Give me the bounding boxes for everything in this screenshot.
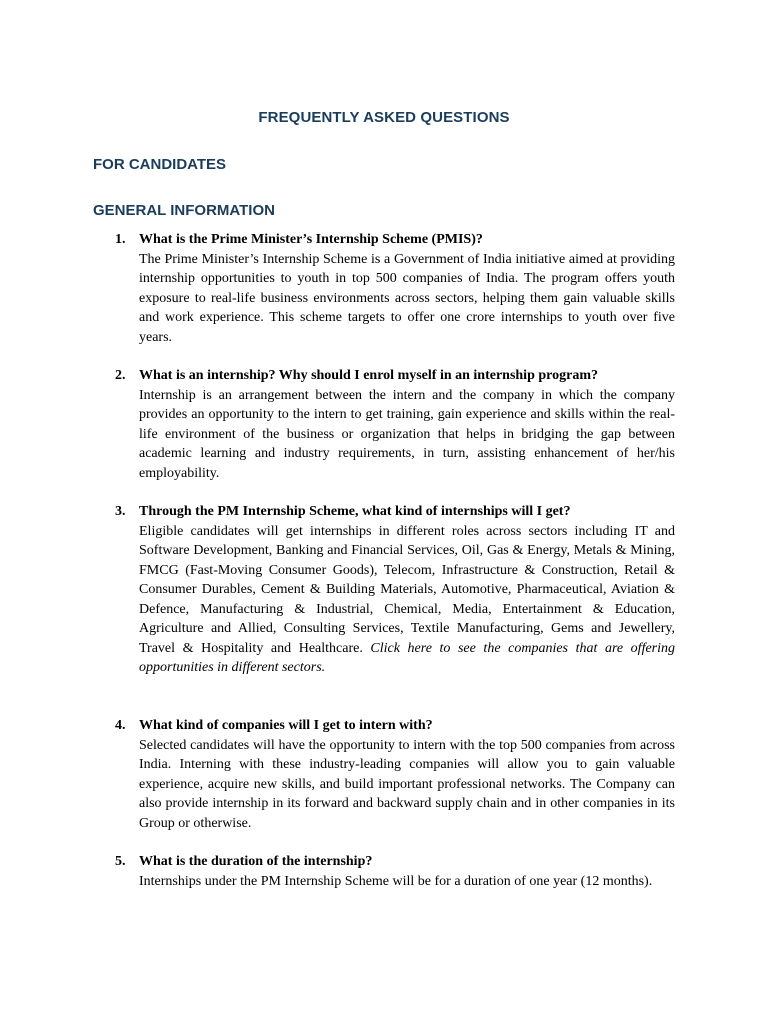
page-title: FREQUENTLY ASKED QUESTIONS [258,109,510,126]
faq-number: 3. [115,504,126,519]
faq-number: 5. [115,854,126,869]
faq-answer: Selected candidates will have the opportunity to intern with the top 500 companies from across India. Interning with these industry-leading companies will allow you to gain valuable experience, acquire new skills, and build important professional networks. The Company can also provide internship in its forward and backward supply chain and in other companies in its Group or otherwise. [139,737,675,831]
faq-item-5 [115,852,675,891]
faq-item-3 [115,502,675,678]
faq-item-4 [115,716,675,833]
faq-question: What is the duration of the internship? [139,854,373,869]
faq-question: What is an internship? Why should I enrol myself in an internship program? [139,368,598,383]
faq-item-1 [115,230,675,347]
companies-link[interactable]: Click here to see the companies that are offering opportunities in different sectors. [139,640,676,675]
subsection-heading: GENERAL INFORMATION [93,202,275,219]
section-heading: FOR CANDIDATES [93,156,227,173]
faq-answer: Internship is an arrangement between the intern and the company in which the company provides an opportunity to the intern to get training, gain experience and skills within the real-life environment of the business or organization that helps in bridging the gap between academic learning and industry requirements, in turn, assisting enhancement of her/his employability. [139,387,675,481]
faq-answer: The Prime Minister’s Internship Scheme is a Government of India initiative aimed at providing internship opportunities to youth in top 500 companies of India. The program offers youth exposure to real-life business environments across sectors, helping them gain valuable skills and work experience. This scheme targets to offer one crore internships to youth over five years. [139,251,675,345]
faq-item-2 [115,366,675,483]
faq-number: 1. [115,232,126,247]
faq-answer: Internships under the PM Internship Scheme will be for a duration of one year (12 months). [139,873,653,889]
faq-number: 2. [115,368,126,383]
faq-answer [139,522,675,678]
faq-number: 4. [115,718,126,733]
faq-question: What is the Prime Minister’s Internship Scheme (PMIS)? [139,232,483,247]
faq-answer-text: Eligible candidates will get internships in different roles across sectors including IT and Software Development, Banking and Financial Services, Oil, Gas & Energy, Metals & Mining, FMCG (Fast-Moving Consumer Goods), Telecom, Infrastructure & Construction, Retail & Consumer Durables, Cement & Building Materials, Automotive, Pharmaceutical, Aviation & Defence, Manufacturing & Industrial, Chemical, Media, Entertainment & Education, Agriculture and Allied, Consulting Services, Textile Manufacturing, Gems and Jewellery, Travel & Hospitality and Healthcare. [139,523,675,656]
faq-question: Through the PM Internship Scheme, what kind of internships will I get? [139,504,571,519]
faq-question: What kind of companies will I get to intern with? [139,718,433,733]
